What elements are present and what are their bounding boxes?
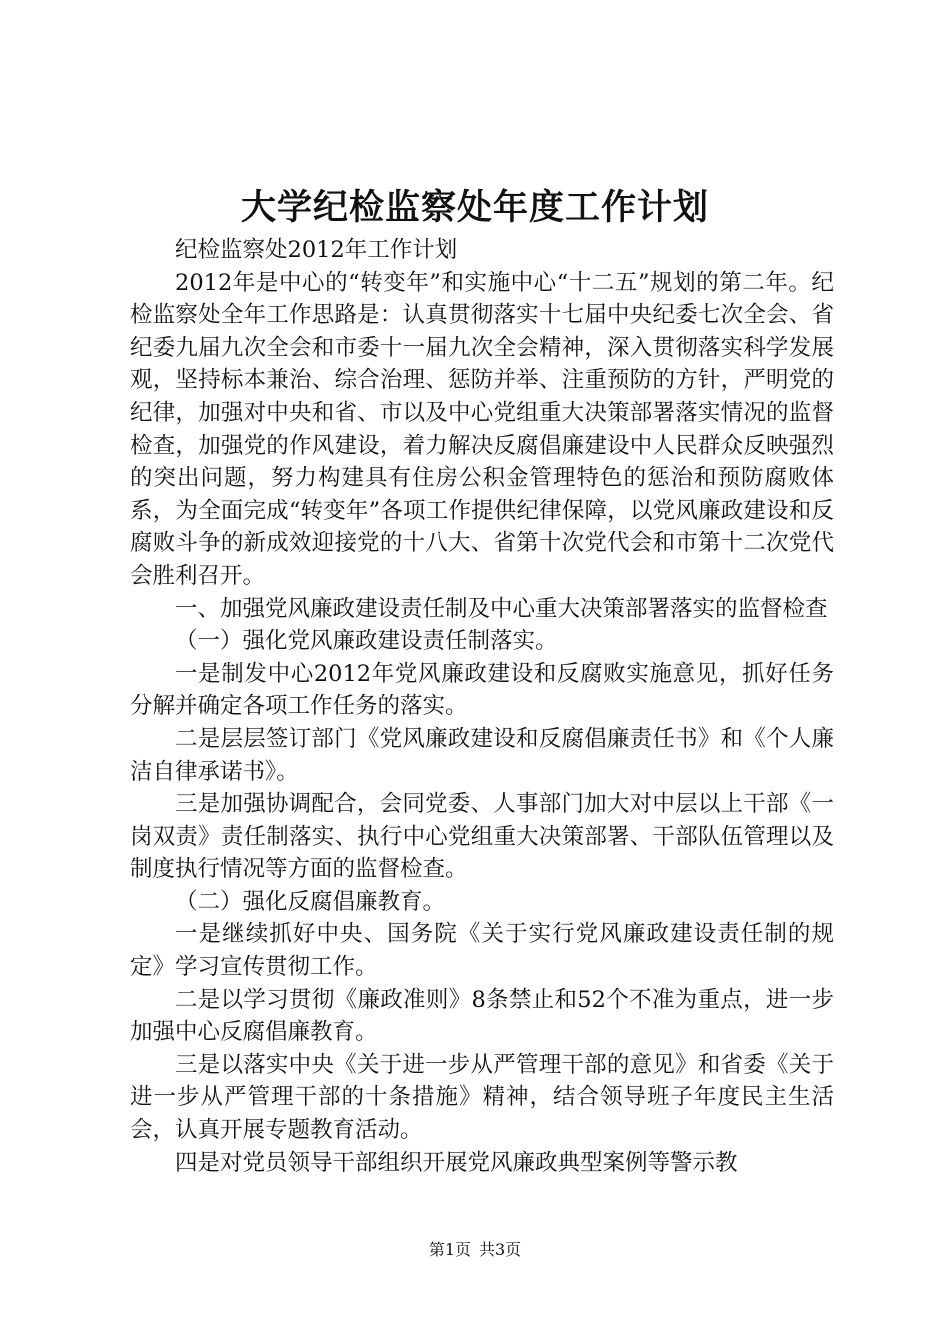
document-title: 大学纪检监察处年度工作计划	[240, 187, 709, 228]
paragraph-subsection-1: （一）强化党风廉政建设责任制落实。	[175, 628, 558, 655]
page-total: 共3页	[479, 1240, 522, 1259]
page-footer	[0, 1238, 950, 1262]
paragraph-subsection-2: （二）强化反腐倡廉教育。	[175, 888, 446, 915]
paragraph-item: 四是对党员领导干部组织开展党风廉政典型案例等警示教	[175, 1149, 738, 1176]
document-body	[130, 234, 834, 1179]
paragraph-item: 一是制发中心2012年党风廉政建设和反腐败实施意见，抓好任务分解并确定各项工作任务的落实。	[130, 660, 834, 720]
paragraph-overview: 2012年是中心的“转变年”和实施中心“十二五”规划的第二年。纪检监察处全年工作思路是：认真贯彻落实十七届中央纪委七次全会、省纪委九届九次全会和市委十一届九次全会精神，深入贯彻落实科学发展观，坚持标本兼治、综合治理、惩防并举、注重预防的方针，严明党的纪律，加强对中央和省、市以及中心党组重大决策部署落实情况的监督检查，加强党的作风建设，着力解决反腐倡廉建设中人民群众反映强烈的突出问题，努力构建具有住房公积金管理特色的惩治和预防腐败体系，为全面完成“转变年”各项工作提供纪律保障，以党风廉政建设和反腐败斗争的新成效迎接党的十八大、省第十次党代会和市第十二次党代会胜利召开。	[130, 269, 834, 589]
paragraph-item: 二是层层签订部门《党风廉政建设和反腐倡廉责任书》和《个人廉洁自律承诺书》。	[130, 725, 834, 785]
paragraph-section-1-heading: 一、加强党风廉政建设责任制及中心重大决策部署落实的监督检查	[175, 595, 828, 622]
paragraph-item: 三是加强协调配合，会同党委、人事部门加大对中层以上干部《一岗双责》责任制落实、执行中心党组重大决策部署、干部队伍管理以及制度执行情况等方面的监督检查。	[130, 791, 834, 883]
paragraph-subtitle: 纪检监察处2012年工作计划	[175, 237, 458, 263]
paragraph-item: 三是以落实中央《关于进一步从严管理干部的意见》和省委《关于进一步从严管理干部的十条措施》精神，结合领导班子年度民主生活会，认真开展专题教育活动。	[130, 1051, 834, 1144]
paragraph-item: 一是继续抓好中央、国务院《关于实行党风廉政建设责任制的规定》学习宣传贯彻工作。	[130, 921, 834, 981]
paragraph-item: 二是以学习贯彻《廉政准则》8条禁止和52个不准为重点，进一步加强中心反腐倡廉教育。	[130, 986, 834, 1046]
page-number: 第1页	[428, 1240, 471, 1259]
